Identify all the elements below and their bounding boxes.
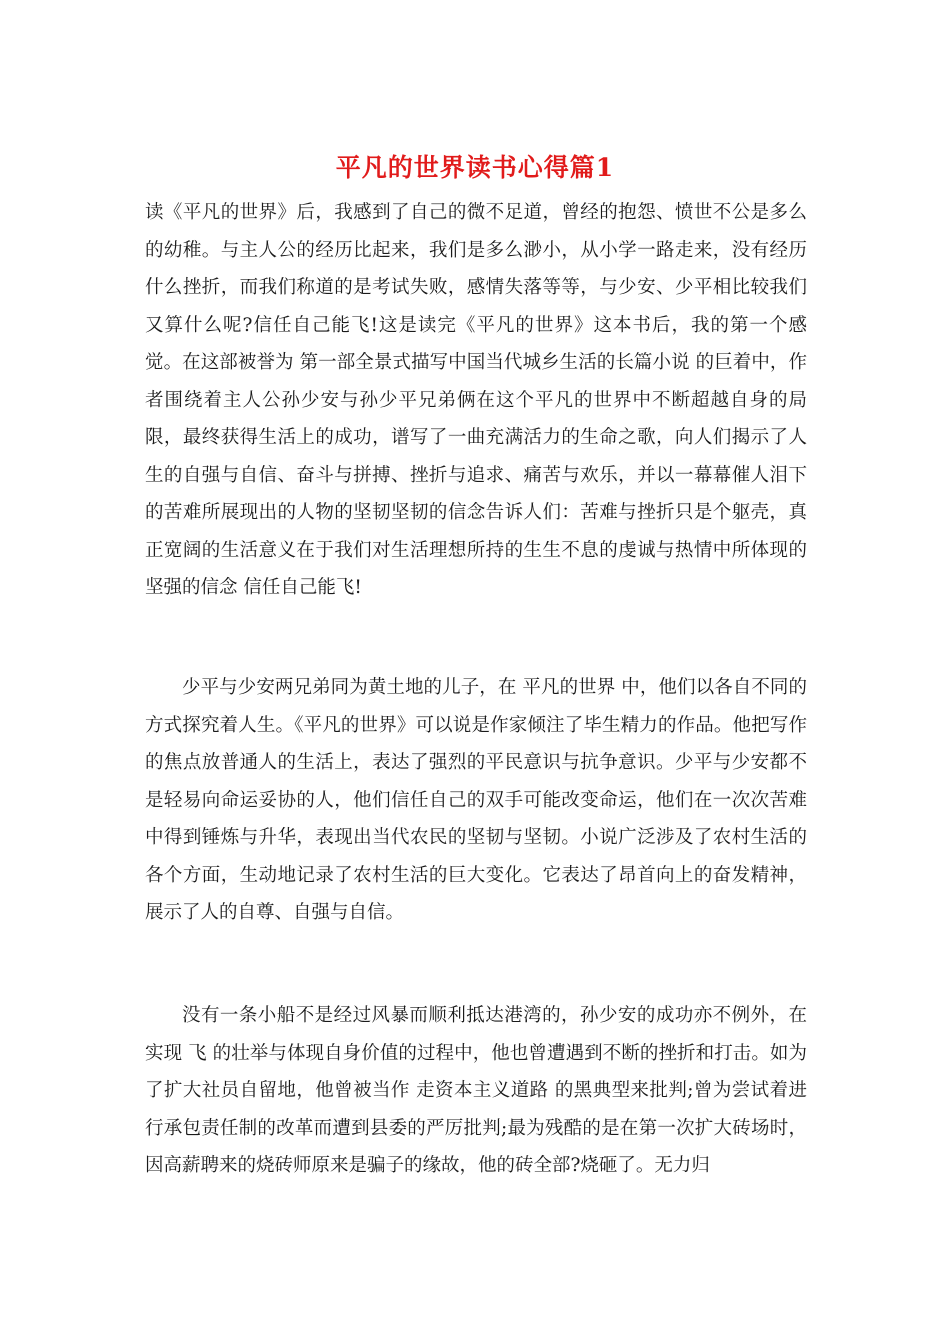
paragraph-3: 没有一条小船不是经过风暴而顺利抵达港湾的，孙少安的成功亦不例外，在实现 飞 的壮举与体现自身价值的过程中，他也曾遭遇到不断的挫折和打击。如为了扩大社员自留地，他曾被当作 走资本主义道路 的黑典型来批判;曾为尝试着进行承包责任制的改革而遭到县委的严厉批判;最为残酷的是在第一次扩大砖场时，因高薪聘来的烧砖师原来是骗子的缘故，他的砖全部?烧砸了。无力归: [145, 1005, 807, 1176]
paragraph-1: 读《平凡的世界》后，我感到了自己的微不足道，曾经的抱怨、愤世不公是多么的幼稚。与主人公的经历比起来，我们是多么渺小，从小学一路走来，没有经历什么挫折，而我们称道的是考试失败，感情失落等等，与少安、少平相比较我们又算什么呢?信任自己能飞!这是读完《平凡的世界》这本书后，我的第一个感觉。在这部被誉为 第一部全景式描写中国当代城乡生活的长篇小说 的巨着中，作者围绕着主人公孙少安与孙少平兄弟俩在这个平凡的世界中不断超越自身的局限，最终获得生活上的成功，谱写了一曲充满活力的生命之歌，向人们揭示了人生的自强与自信、奋斗与拼搏、挫折与追求、痛苦与欢乐，并以一幕幕催人泪下的苦难所展现出的人物的坚韧坚韧的信念告诉人们：苦难与挫折只是个躯壳，真正宽阔的生活意义在于我们对生活理想所持的生生不息的虔诚与热情中所体现的坚强的信念 信任自己能飞!: [145, 202, 807, 598]
document-title: 平凡的世界读书心得篇1: [335, 153, 615, 182]
paragraph-2: 少平与少安两兄弟同为黄土地的儿子，在 平凡的世界 中，他们以各自不同的方式探究着人生。《平凡的世界》可以说是作家倾注了毕生精力的作品。他把写作的焦点放普通人的生活上，表达了强烈的平民意识与抗争意识。少平与少安都不是轻易向命运妥协的人，他们信任自己的双手可能改变命运，他们在一次次苦难中得到锤炼与升华，表现出当代农民的坚韧与坚韧。小说广泛涉及了农村生活的各个方面，生动地记录了农村生活的巨大变化。它表达了昂首向上的奋发精神，展示了人的自尊、自强与自信。: [145, 677, 807, 923]
